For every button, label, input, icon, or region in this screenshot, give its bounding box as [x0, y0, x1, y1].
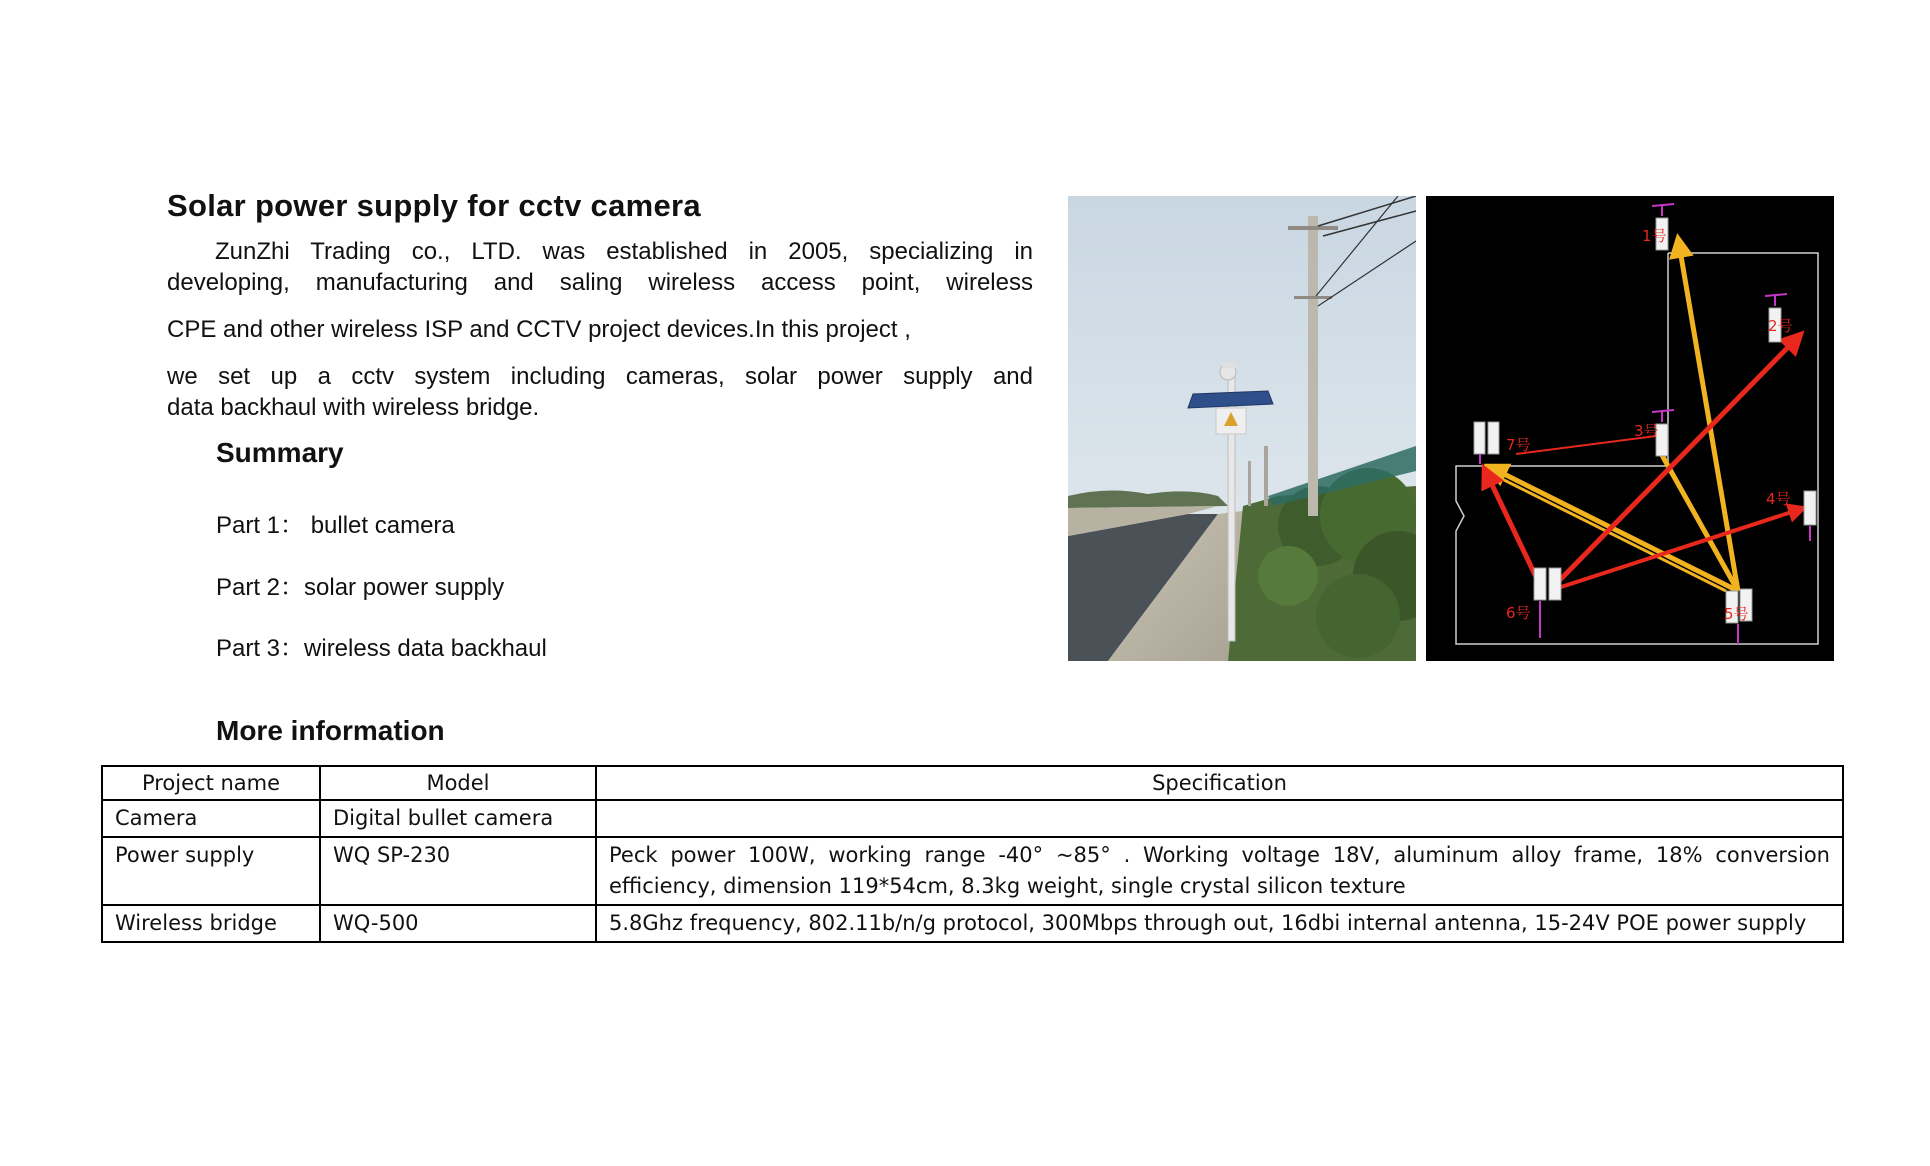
table-cell: Wireless bridge	[102, 905, 320, 942]
summary-heading: Summary	[216, 437, 344, 468]
table-cell: WQ SP-230	[320, 837, 596, 905]
intro-line: we set up a cctv system including cameras, solar power supply and	[167, 363, 1033, 390]
node-label-5: 5号	[1724, 605, 1749, 623]
node-label-3: 3号	[1634, 422, 1659, 440]
summary-part-1: Part 1： bullet camera	[216, 512, 455, 539]
network-diagram	[1426, 196, 1834, 661]
specification-table	[101, 765, 1844, 943]
intro-line: developing, manufacturing and saling wireless access point, wireless	[167, 269, 1033, 296]
table-row	[102, 837, 1843, 905]
table-cell: Camera	[102, 800, 320, 837]
intro-line: ZunZhi Trading co., LTD. was established in 2005, specializing in	[215, 238, 1033, 265]
node-label-4: 4号	[1766, 490, 1791, 508]
intro-line: data backhaul with wireless bridge.	[167, 394, 540, 421]
column-header: Specification	[596, 766, 1843, 800]
table-cell: Power supply	[102, 837, 320, 905]
site-photo	[1068, 196, 1416, 661]
table-cell: WQ-500	[320, 905, 596, 942]
table-cell	[596, 800, 1843, 837]
table-cell: 5.8Ghz frequency, 802.11b/n/g protocol, 300Mbps through out, 16dbi internal antenna, 15-24V POE power supply	[596, 905, 1843, 942]
node-label-7: 7号	[1506, 436, 1531, 454]
summary-part-2: Part 2：solar power supply	[216, 574, 505, 601]
table-cell: Digital bullet camera	[320, 800, 596, 837]
column-header: Model	[320, 766, 596, 800]
table-row	[102, 905, 1843, 942]
node-label-2: 2号	[1768, 317, 1793, 335]
table-row	[102, 800, 1843, 837]
intro-paragraph	[167, 236, 1033, 423]
table-cell: Peck power 100W, working range -40° ~85° . Working voltage 18V, aluminum alloy frame, 18% conversion efficiency, dimension 119*54cm, 8.3kg weight, single crystal silicon texture	[596, 837, 1843, 905]
node-label-6: 6号	[1506, 604, 1531, 622]
intro-line: CPE and other wireless ISP and CCTV project devices.In this project ,	[167, 316, 911, 343]
column-header: Project name	[102, 766, 320, 800]
page-title: Solar power supply for cctv camera	[167, 188, 701, 223]
table-header-row	[102, 766, 1843, 800]
node-label-1: 1号	[1642, 227, 1667, 245]
more-info-heading: More information	[216, 715, 445, 746]
summary-part-3: Part 3：wireless data backhaul	[216, 635, 547, 662]
